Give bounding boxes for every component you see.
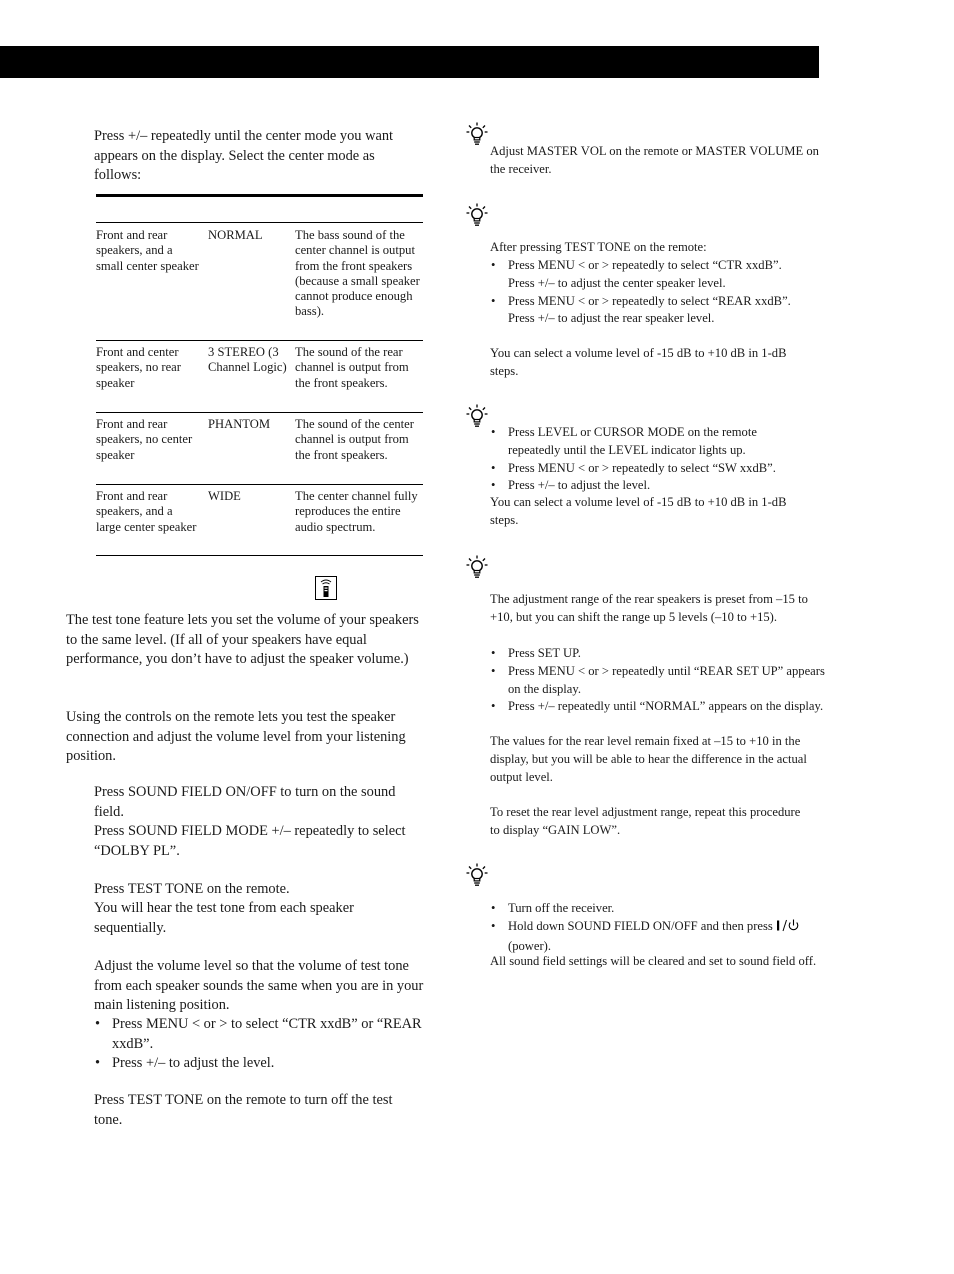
speaker-config: Front and rear speakers, no center speaker bbox=[96, 417, 193, 462]
list-item: • Press LEVEL or CURSOR MODE on the remote repeatedly until the LEVEL indicator lights up. bbox=[490, 424, 810, 460]
tip-bulb-icon bbox=[466, 203, 488, 227]
power-icon bbox=[776, 919, 800, 938]
tip5-bullet2-text: Hold down SOUND FIELD ON/OFF and then press bbox=[508, 918, 773, 933]
table-header-rule bbox=[96, 222, 423, 223]
header-bar bbox=[0, 46, 819, 78]
tip-master-volume: Adjust MASTER VOL on the remote or MASTER VOLUME on the receiver. bbox=[490, 144, 819, 176]
list-item: • Press MENU < or > to select “CTR xxdB” or “REAR xxdB”. bbox=[94, 1015, 424, 1054]
list-item: • Press +/– repeatedly until “NORMAL” appears on the display. bbox=[490, 698, 825, 716]
table-row bbox=[96, 489, 423, 556]
list-item: • Press +/– to adjust the level. bbox=[490, 477, 810, 495]
tip4-intro: The adjustment range of the rear speakers is preset from –15 to +10, but you can shift the range up 5 levels (–10 to +15). bbox=[490, 592, 808, 624]
center-mode: 3 STEREO (3 Channel Logic) bbox=[208, 345, 287, 375]
mode-description: The sound of the center channel is output from the front speakers. bbox=[295, 417, 414, 462]
table-top-rule bbox=[96, 194, 423, 197]
step4-text: Press TEST TONE on the remote to turn off the test tone. bbox=[94, 1092, 393, 1128]
tip3-bullets bbox=[490, 424, 810, 495]
tip2-bullet2-line-b: Press +/– to adjust the rear speaker level. bbox=[508, 311, 715, 326]
table-row bbox=[96, 228, 423, 341]
center-mode: NORMAL bbox=[208, 228, 263, 242]
center-mode-intro: Press +/– repeatedly until the center mode you want appears on the display. Select the center mode as follows: bbox=[94, 128, 394, 183]
tip2-range-note: You can select a volume level of -15 dB to +10 dB in 1-dB steps. bbox=[490, 346, 787, 378]
step1-line-a: Press SOUND FIELD ON/OFF to turn on the sound field. bbox=[94, 784, 396, 820]
tip-bulb-icon bbox=[466, 863, 488, 887]
mode-description: The center channel fully reproduces the entire audio spectrum. bbox=[295, 489, 418, 534]
step2-line-b: You will hear the test tone from each speaker sequentially. bbox=[94, 900, 354, 936]
center-mode: PHANTOM bbox=[208, 417, 271, 431]
tip3-range-note: You can select a volume level of -15 dB to +10 dB in 1-dB steps. bbox=[490, 495, 787, 527]
list-item bbox=[490, 293, 825, 329]
speaker-config: Front and rear speakers, and a large center speaker bbox=[96, 489, 197, 534]
tip-bulb-icon bbox=[466, 404, 488, 428]
tip-bulb-icon bbox=[466, 122, 488, 146]
list-item bbox=[490, 918, 825, 956]
tip4-reset-note: To reset the rear level adjustment range, repeat this procedure to display “GAIN LOW”. bbox=[490, 805, 801, 837]
list-item: • Press MENU < or > repeatedly until “REAR SET UP” appears on the display. bbox=[490, 663, 825, 699]
list-item bbox=[490, 257, 825, 293]
speaker-config: Front and rear speakers, and a small center speaker bbox=[96, 228, 199, 273]
list-item: • Press MENU < or > repeatedly to select “SW xxdB”. bbox=[490, 460, 810, 478]
tip5-bullet2-suffix: (power). bbox=[508, 938, 552, 953]
tip2-intro: After pressing TEST TONE on the remote: bbox=[490, 240, 707, 254]
remote-controls-description: Using the controls on the remote lets you test the speaker connection and adjust the volume level from your listening position. bbox=[66, 709, 406, 764]
tip5-bullets bbox=[490, 900, 825, 955]
list-item: • Turn off the receiver. bbox=[490, 900, 825, 918]
tip5-result-note: All sound field settings will be cleared and set to sound field off. bbox=[490, 954, 817, 968]
tip-bulb-icon bbox=[466, 555, 488, 579]
step3-text: Adjust the volume level so that the volume of test tone from each speaker sounds the same when you are in your main listening position. bbox=[94, 958, 424, 1013]
remote-control-icon bbox=[315, 576, 337, 600]
tip2-bullet2-line-a: • Press MENU < or > repeatedly to select “REAR xxdB”. bbox=[508, 293, 791, 308]
center-mode: WIDE bbox=[208, 489, 241, 503]
list-item: • Press +/– to adjust the level. bbox=[94, 1054, 424, 1074]
tip4-bullets bbox=[490, 645, 825, 716]
table-row bbox=[96, 345, 423, 413]
tip2-bullets bbox=[490, 257, 825, 328]
step2-line-a: Press TEST TONE on the remote. bbox=[94, 881, 290, 897]
mode-description: The sound of the rear channel is output from the front speakers. bbox=[295, 345, 409, 390]
mode-description: The bass sound of the center channel is output from the front speakers (because a small speaker cannot produce enough bass). bbox=[295, 228, 420, 319]
speaker-config: Front and center speakers, no rear speaker bbox=[96, 345, 181, 390]
step3-bullets bbox=[94, 1015, 424, 1074]
step1-line-b: Press SOUND FIELD MODE +/– repeatedly to select “DOLBY PL”. bbox=[94, 823, 406, 859]
tip2-bullet1-line-b: Press +/– to adjust the center speaker level. bbox=[508, 275, 726, 290]
test-tone-description: The test tone feature lets you set the volume of your speakers to the same level. (If all of your speakers have equal performance, you don’t have to adjust the speaker volume.) bbox=[66, 612, 419, 667]
table-row bbox=[96, 417, 423, 485]
tip2-bullet1-line-a: • Press MENU < or > repeatedly to select “CTR xxdB”. bbox=[508, 258, 782, 272]
list-item: • Press SET UP. bbox=[490, 645, 825, 663]
tip4-rear-level-note: The values for the rear level remain fixed at –15 to +10 in the display, but you will be able to hear the difference in the actual output level. bbox=[490, 734, 807, 784]
